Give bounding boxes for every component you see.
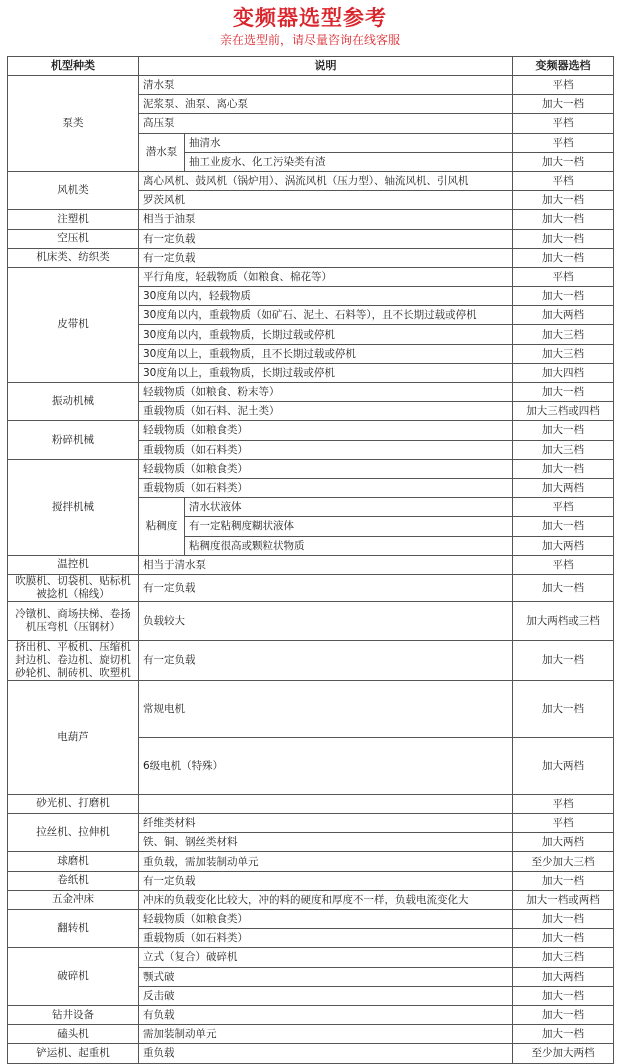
description-cell: 重负载	[139, 1044, 513, 1063]
selection-cell: 加大一档	[513, 910, 614, 929]
description-cell: 相当于油泵	[139, 210, 513, 229]
description-cell: 轻载物质（如粮食类）	[139, 910, 513, 929]
category-cell: 泵类	[8, 76, 139, 172]
description-cell: 有负载	[139, 1005, 513, 1024]
selection-cell: 加大一档	[513, 152, 614, 171]
description-cell: 负载较大	[139, 601, 513, 640]
category-cell: 砂光机、打磨机	[8, 794, 139, 813]
selection-cell: 至少加大三档	[513, 852, 614, 871]
header-selection: 变频器选档	[513, 57, 614, 76]
table-body	[8, 76, 614, 1064]
category-cell: 粉碎机械	[8, 421, 139, 459]
description-cell: 相当于清水泵	[139, 555, 513, 574]
selection-cell: 平档	[513, 555, 614, 574]
description-cell: 30度角以内，重载物质，长期过载或停机	[139, 325, 513, 344]
description-cell: 离心风机、鼓风机（锅炉用）、涡流风机（压力型）、轴流风机、引风机	[139, 171, 513, 190]
description-cell: 有一定负载	[139, 574, 513, 601]
subcategory-cell: 粘稠度	[139, 498, 185, 556]
description-cell: 纤维类材料	[139, 814, 513, 833]
table-header-row	[8, 57, 614, 76]
description-cell: 有一定负载	[139, 229, 513, 248]
table-row	[8, 76, 614, 95]
selection-cell: 加大三档或四档	[513, 402, 614, 421]
selection-cell: 加大两档	[513, 306, 614, 325]
description-cell: 有一定负载	[139, 640, 513, 680]
selection-cell: 加大一档	[513, 191, 614, 210]
description-cell: 30度角以上，重载物质，且不长期过载或停机	[139, 344, 513, 363]
category-cell: 翻转机	[8, 910, 139, 948]
selection-cell: 加大一档	[513, 680, 614, 737]
table-row	[8, 574, 614, 601]
table-row	[8, 910, 614, 929]
description-cell: 清水泵	[139, 76, 513, 95]
selection-cell: 加大两档	[513, 833, 614, 852]
selection-cell: 加大三档	[513, 948, 614, 967]
selection-cell: 平档	[513, 76, 614, 95]
description-cell: 重载物质（如石料类）	[139, 478, 513, 497]
selection-cell: 加大三档	[513, 325, 614, 344]
description-cell: 高压泵	[139, 114, 513, 133]
selection-cell: 加大一档	[513, 287, 614, 306]
category-cell: 机床类、纺织类	[8, 248, 139, 267]
selection-cell: 平档	[513, 114, 614, 133]
selection-cell: 平档	[513, 133, 614, 152]
table-row	[8, 421, 614, 440]
description-cell: 平行角度，轻载物质（如粮食、棉花等）	[139, 267, 513, 286]
description-cell: 清水状液体	[185, 498, 513, 517]
description-cell: 有一定负载	[139, 871, 513, 890]
description-cell: 轻载物质（如粮食、粉末等）	[139, 383, 513, 402]
table-row	[8, 640, 614, 680]
description-cell: 重负载，需加装制动单元	[139, 852, 513, 871]
page-header	[0, 0, 620, 56]
table-row	[8, 948, 614, 967]
selection-cell: 加大两档	[513, 737, 614, 794]
table-row	[8, 383, 614, 402]
category-cell: 皮带机	[8, 267, 139, 382]
description-cell: 罗茨风机	[139, 191, 513, 210]
description-cell: 轻载物质（如粮食类）	[139, 421, 513, 440]
description-cell: 颚式破	[139, 967, 513, 986]
description-cell: 有一定负载	[139, 248, 513, 267]
description-cell: 铁、铜、钢丝类材料	[139, 833, 513, 852]
table-row	[8, 890, 614, 909]
table-row	[8, 1044, 614, 1063]
selection-cell: 平档	[513, 814, 614, 833]
description-cell: 6级电机（特殊）	[139, 737, 513, 794]
selection-cell: 加大一档	[513, 421, 614, 440]
table-row	[8, 171, 614, 190]
table-row	[8, 601, 614, 640]
table-row	[8, 248, 614, 267]
selection-cell: 加大三档	[513, 344, 614, 363]
description-cell: 常规电机	[139, 680, 513, 737]
selection-cell: 平档	[513, 794, 614, 813]
category-cell: 挤出机、平板机、压缩机封边机、卷边机、旋切机砂轮机、制砖机、吹塑机	[8, 640, 139, 680]
description-cell	[139, 794, 513, 813]
selection-cell: 加大三档	[513, 440, 614, 459]
selection-cell: 加大一档	[513, 459, 614, 478]
selection-cell: 平档	[513, 498, 614, 517]
description-cell: 粘稠度很高或颗粒状物质	[185, 536, 513, 555]
category-cell: 温控机	[8, 555, 139, 574]
selection-cell: 加大一档	[513, 1005, 614, 1024]
selection-cell: 加大四档	[513, 363, 614, 382]
category-cell: 吹膜机、切袋机、贴标机被捻机（棉线）	[8, 574, 139, 601]
description-cell: 有一定粘稠度糊状液体	[185, 517, 513, 536]
description-cell: 重载物质（如石料、泥土类）	[139, 402, 513, 421]
selection-cell: 加大一档	[513, 574, 614, 601]
selection-table	[7, 56, 614, 1064]
table-row	[8, 814, 614, 833]
table-row	[8, 229, 614, 248]
selection-cell: 加大一档	[513, 986, 614, 1005]
page-title: 变频器选型参考	[233, 6, 387, 30]
selection-cell: 加大一档	[513, 1025, 614, 1044]
selection-cell: 加大一档	[513, 248, 614, 267]
category-cell: 拉丝机、拉伸机	[8, 814, 139, 852]
selection-cell: 加大两档	[513, 536, 614, 555]
description-cell: 立式（复合）破碎机	[139, 948, 513, 967]
category-cell: 球磨机	[8, 852, 139, 871]
selection-cell: 加大一档	[513, 95, 614, 114]
description-cell: 抽工业废水、化工污染类有渣	[185, 152, 513, 171]
page-subtitle: 亲在选型前，请尽量咨询在线客服	[219, 33, 400, 47]
category-cell: 磕头机	[8, 1025, 139, 1044]
category-cell: 钻井设备	[8, 1005, 139, 1024]
category-cell: 卷纸机	[8, 871, 139, 890]
selection-cell: 加大两档或三档	[513, 601, 614, 640]
description-cell: 需加装制动单元	[139, 1025, 513, 1044]
selection-cell: 平档	[513, 171, 614, 190]
selection-cell: 加大一档或两档	[513, 890, 614, 909]
category-cell: 搅拌机械	[8, 459, 139, 555]
category-cell: 破碎机	[8, 948, 139, 1006]
selection-cell: 加大一档	[513, 929, 614, 948]
category-cell: 振动机械	[8, 383, 139, 421]
description-cell: 30度角以内，轻载物质	[139, 287, 513, 306]
category-cell: 空压机	[8, 229, 139, 248]
description-cell: 反击破	[139, 986, 513, 1005]
header-category: 机型种类	[8, 57, 139, 76]
selection-cell: 至少加大两档	[513, 1044, 614, 1063]
selection-cell: 加大一档	[513, 871, 614, 890]
description-cell: 泥浆泵、油泵、离心泵	[139, 95, 513, 114]
selection-cell: 加大一档	[513, 517, 614, 536]
selection-cell: 平档	[513, 267, 614, 286]
description-cell: 30度角以上，重载物质，长期过载或停机	[139, 363, 513, 382]
selection-cell: 加大两档	[513, 478, 614, 497]
description-cell: 30度角以内，重载物质（如矿石、泥土、石料等），且不长期过载或停机	[139, 306, 513, 325]
table-row	[8, 267, 614, 286]
subcategory-cell: 潜水泵	[139, 133, 185, 171]
description-cell: 轻载物质（如粮食类）	[139, 459, 513, 478]
table-row	[8, 871, 614, 890]
category-cell: 五金冲床	[8, 890, 139, 909]
table-row	[8, 1005, 614, 1024]
selection-cell: 加大一档	[513, 229, 614, 248]
table-row	[8, 555, 614, 574]
description-cell: 重载物质（如石料类）	[139, 440, 513, 459]
table-row	[8, 680, 614, 737]
selection-cell: 加大一档	[513, 640, 614, 680]
description-cell: 冲床的负载变化比较大，冲的料的硬度和厚度不一样，负载电流变化大	[139, 890, 513, 909]
category-cell: 风机类	[8, 171, 139, 209]
category-cell: 电葫芦	[8, 680, 139, 794]
selection-cell: 加大一档	[513, 383, 614, 402]
description-cell: 重载物质（如石料类）	[139, 929, 513, 948]
selection-cell: 加大一档	[513, 210, 614, 229]
description-cell: 抽清水	[185, 133, 513, 152]
category-cell: 铲运机、起重机	[8, 1044, 139, 1063]
category-cell: 注塑机	[8, 210, 139, 229]
table-row	[8, 459, 614, 478]
table-row	[8, 852, 614, 871]
table-row	[8, 794, 614, 813]
table-row	[8, 1025, 614, 1044]
selection-cell: 加大两档	[513, 967, 614, 986]
table-row	[8, 210, 614, 229]
category-cell: 冷镦机、商场扶梯、卷扬机压弯机（压钢材）	[8, 601, 139, 640]
header-description: 说明	[139, 57, 513, 76]
